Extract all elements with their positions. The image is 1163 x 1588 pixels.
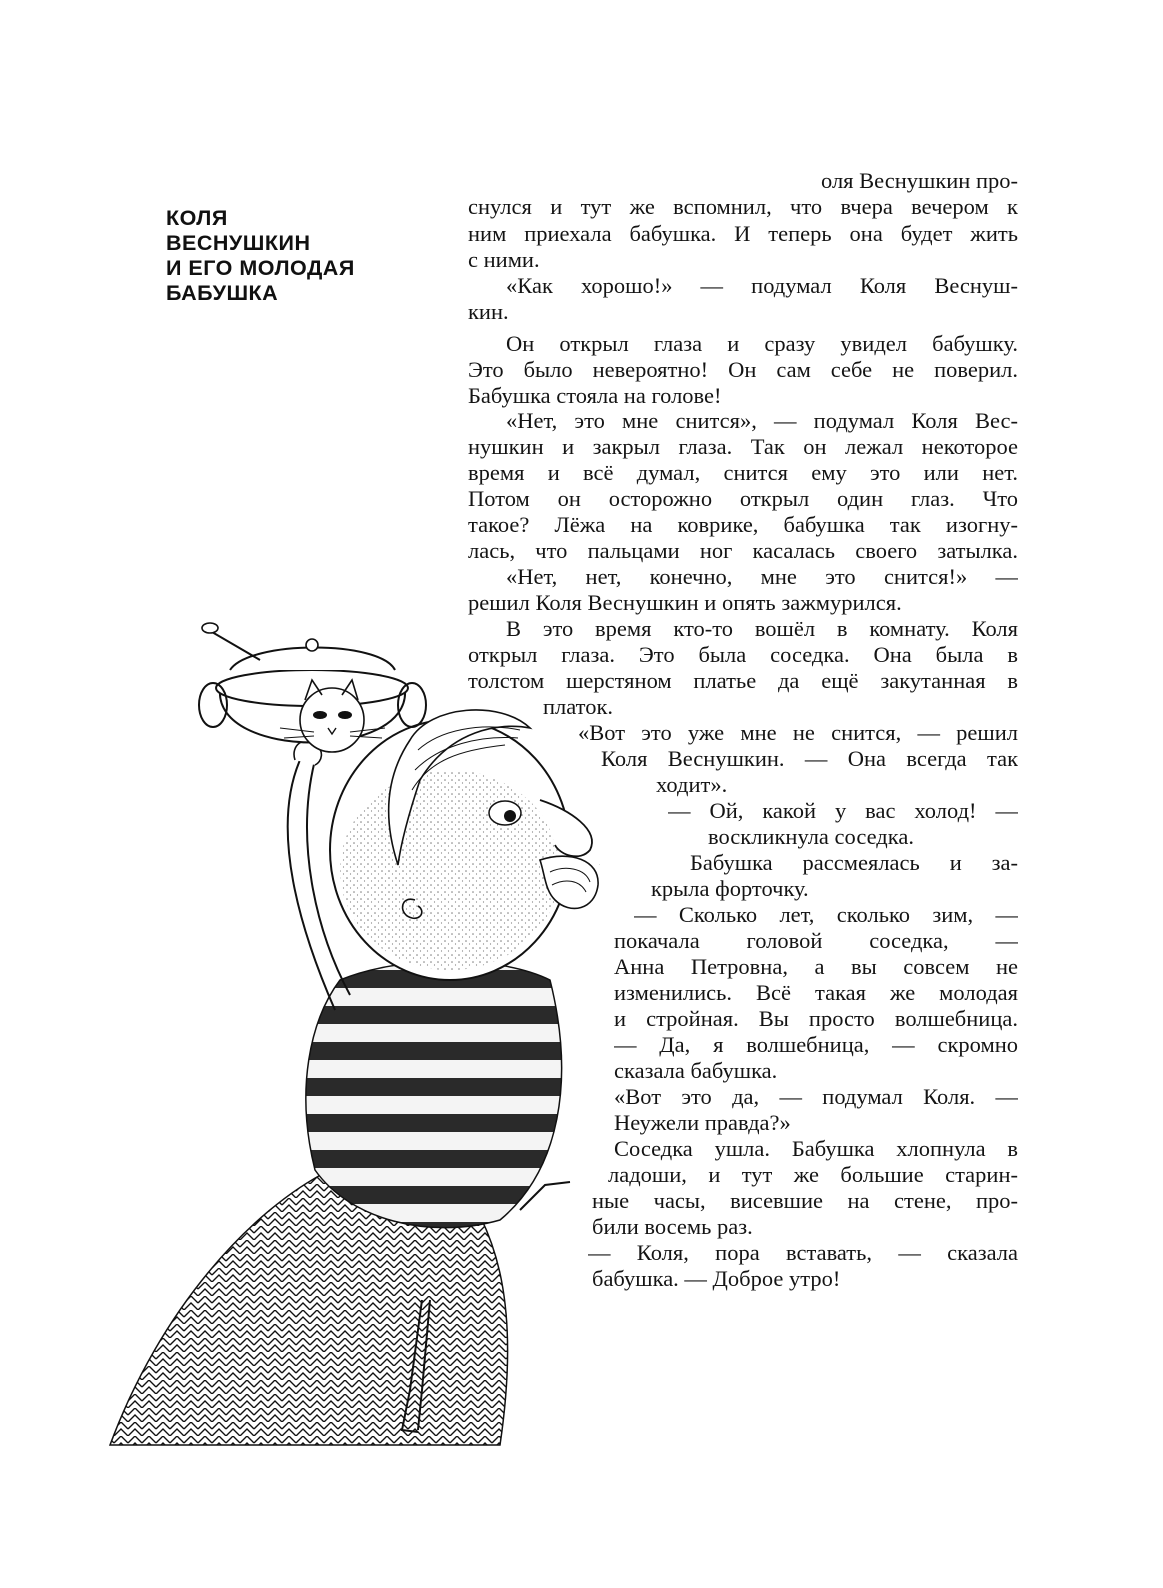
text-line: снулся и тут же вспомнил, что вчера вечером к (468, 194, 1018, 219)
text-line: «Нет, это мне снится», — подумал Коля Вес- (506, 408, 1018, 433)
text-line: ходит». (656, 772, 728, 797)
text-line: толстом шерстяном платье да ещё закутанная в (468, 668, 1018, 693)
text-line: крыла форточку. (651, 876, 809, 901)
text-line: ладоши, и тут же большие старин- (608, 1162, 1018, 1187)
text-line: платок. (543, 694, 614, 719)
text-line: «Нет, нет, конечно, мне это снится!» — (506, 564, 1018, 589)
text-line: «Вот это да, — подумал Коля. — (614, 1084, 1018, 1109)
text-line: Потом он осторожно открыл один глаз. Что (468, 486, 1018, 511)
striped-shirt (306, 961, 562, 1227)
text-line: Он открыл глаза и сразу увидел бабушку. (506, 331, 1018, 356)
title-line: БАБУШКА (166, 281, 279, 305)
text-line: Коля Веснушкин. — Она всегда так (601, 746, 1018, 771)
text-line: — Сколько лет, сколько зим, — (634, 902, 1018, 927)
text-line: открыл глаза. Это была соседка. Она была в (468, 642, 1018, 667)
title-line: И ЕГО МОЛОДАЯ (166, 256, 355, 280)
text-line: ним приехала бабушка. И теперь она будет жить (468, 221, 1018, 246)
title-line: КОЛЯ (166, 206, 228, 230)
text-line: ные часы, висевшие на стене, про- (592, 1188, 1018, 1213)
text-line: оля Веснушкин про- (821, 168, 1018, 193)
text-line: такое? Лёжа на коврике, бабушка так изогну- (468, 512, 1018, 537)
text-line: с ними. (468, 247, 540, 272)
cat-face (300, 688, 364, 752)
text-line: Неужели правда?» (614, 1110, 791, 1135)
text-line: «Как хорошо!» — подумал Коля Веснуш- (506, 273, 1018, 298)
text-line: В это время кто-то вошёл в комнату. Коля (506, 616, 1018, 641)
text-line: Анна Петровна, а вы совсем не (614, 954, 1018, 979)
text-line: покачала головой соседка, — (614, 928, 1018, 953)
text-line: нушкин и закрыл глаза. Так он лежал некоторое (468, 434, 1018, 459)
text-line: бабушка. — Доброе утро! (592, 1266, 841, 1291)
text-line: били восемь раз. (592, 1214, 753, 1239)
text-line: изменились. Всё такая же молодая (614, 980, 1018, 1005)
title-line: ВЕСНУШКИН (166, 231, 311, 255)
text-line: Это было невероятно! Он сам себе не поверил. (468, 357, 1018, 382)
text-line: — Ой, какой у вас холод! — (668, 798, 1018, 823)
text-line: воскликнула соседка. (708, 824, 914, 849)
text-line: лась, что пальцами ног касалась своего затылка. (468, 538, 1018, 563)
text-line: решил Коля Веснушкин и опять зажмурился. (468, 590, 902, 615)
text-line: сказала бабушка. (614, 1058, 778, 1083)
text-line: — Да, я волшебница, — скромно (614, 1032, 1018, 1057)
illustration-man-with-pot (100, 610, 600, 1470)
text-line: Бабушка стояла на голове! (468, 383, 722, 408)
text-line: время и всё думал, снится ему это или нет. (468, 460, 1018, 485)
text-line: кин. (468, 299, 509, 324)
text-line: Соседка ушла. Бабушка хлопнула в (614, 1136, 1018, 1161)
text-line: — Коля, пора вставать, — сказала (588, 1240, 1018, 1265)
text-line: «Вот это уже мне не снится, — решил (578, 720, 1018, 745)
story-title (166, 206, 416, 306)
text-line: Бабушка рассмеялась и за- (690, 850, 1018, 875)
text-line: и стройная. Вы просто волшебница. (614, 1006, 1018, 1031)
